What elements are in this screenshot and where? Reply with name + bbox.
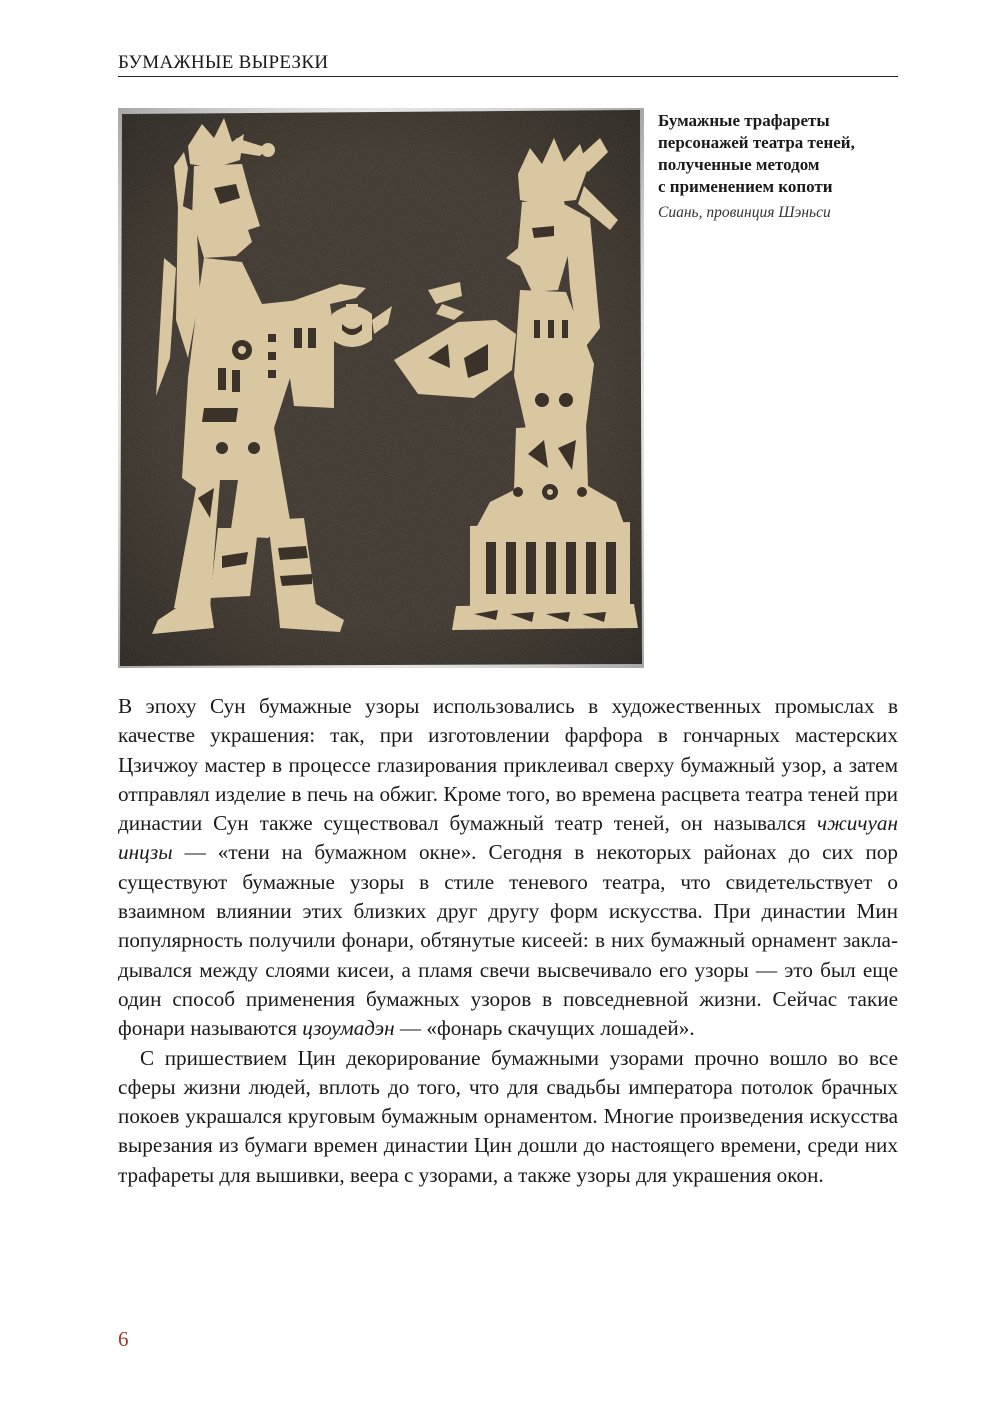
paragraph-1-part-1: В эпоху Сун бумажные узоры использовались в художественных промыслах в качестве украшения: так, при изготовлении фарфора в гончарных мастерских Цзичжоу мастер в процессе глазирования приклеивал сверху бумажный узор, а затем отправлял изделие в печь на обжиг. Кроме того, во времена расцвета театра теней при династии Сун также существовал бумажный театр теней, он назывался xyxy=(118,694,898,836)
figure-caption xyxy=(658,110,908,222)
caption-place: Сиань, провинция Шэньси xyxy=(658,204,831,221)
paragraph-1-part-3: — «фонарь скачущих лошадей». xyxy=(394,1016,695,1041)
paragraph-1 xyxy=(118,692,898,1044)
body-text xyxy=(118,692,898,1190)
paragraph-2: С пришествием Цин декорирование бумажными узорами прочно вошло во все сферы жизни людей, вплоть до того, что для свадьбы императора потолок брачных покоев украшался круговым бумажным орнаментом. Многие произведения искусства вырезания из бумаги времен династии Цин дошли до настоящего времени, среди них трафареты для вышивки, веера с узорами, а также узоры для украшения окон. xyxy=(118,1045,898,1187)
paragraph-1-part-2: — «тени на бумажном окне». Сегодня в некоторых районах до сих пор существуют бумажные узоры в стиле теневого театра, что свидетельствует о взаимном влиянии этих близких друг другу форм искусства. При династии Мин популярность получили фонари, обтянутые кисеей: в них бумажный орнамент закладывался между слоями кисеи, а пламя свечи высвечивало его узоры — это был еще один способ применения бумажных узоров в повседневной жизни. Сейчас такие фонари называются xyxy=(118,840,898,1041)
shadow-puppet-stencil-image xyxy=(118,108,644,668)
term-zoumadeng: цзоумадэн xyxy=(302,1016,395,1041)
running-head: БУМАЖНЫЕ ВЫРЕЗКИ xyxy=(118,52,329,73)
header-rule xyxy=(118,76,898,77)
caption-title: Бумажные трафареты персонажей театра теней, полученные методом с применением копоти xyxy=(658,111,855,196)
page-number: 6 xyxy=(118,1327,129,1351)
term-zhichuan-yingzi: чжичуан инцзы xyxy=(118,811,898,865)
